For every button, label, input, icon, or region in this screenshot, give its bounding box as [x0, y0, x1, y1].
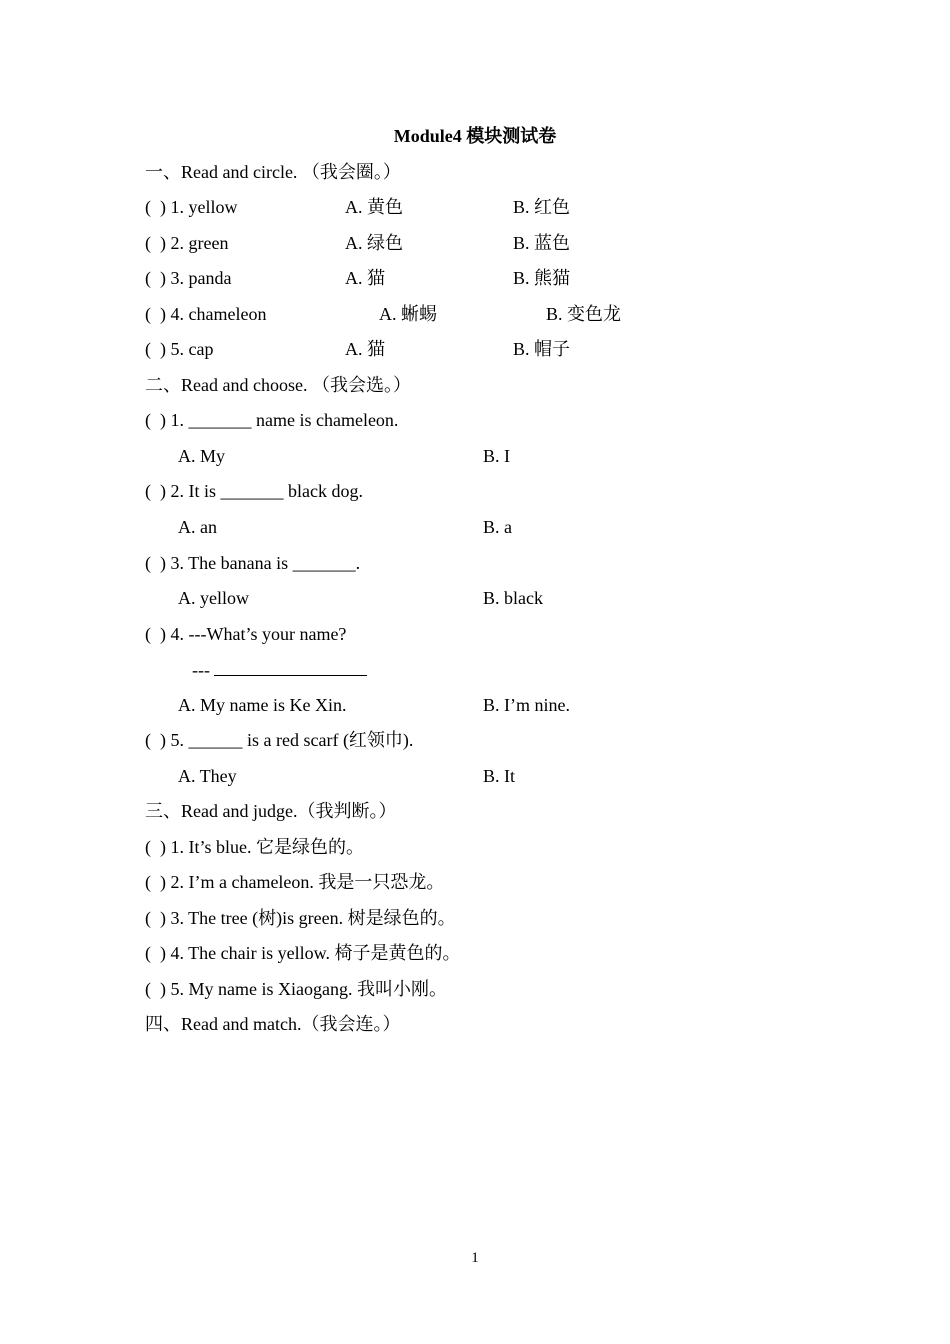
s3-q3: ( ) 3. The tree (树)is green. 树是绿色的。: [145, 908, 456, 928]
s2-q4-answer-blank: [214, 658, 367, 676]
page-title: Module4 模块测试卷: [393, 126, 557, 146]
s2-q3: ( ) 3. The banana is _______.: [145, 553, 361, 573]
s2-q1: ( ) 1. _______ name is chameleon.: [145, 410, 399, 430]
s1-q4-option-b: B. 变色龙: [546, 304, 622, 324]
s3-q5: ( ) 5. My name is Xiaogang. 我叫小刚。: [145, 979, 447, 999]
s3-q1: ( ) 1. It’s blue. 它是绿色的。: [145, 837, 364, 857]
s2-q1-option-b: B. I: [483, 446, 510, 466]
s2-q4: ( ) 4. ---What’s your name?: [145, 624, 347, 644]
s1-q1: ( ) 1. yellow: [145, 197, 238, 217]
s2-q1-option-a: A. My: [178, 446, 226, 466]
s2-q4-option-b: B. I’m nine.: [483, 695, 570, 715]
section4-heading: 四、Read and match.（我会连。）: [145, 1014, 401, 1034]
s2-q2-option-a: A. an: [178, 517, 217, 537]
section3-heading: 三、Read and judge.（我判断。）: [145, 801, 397, 821]
s2-q5-option-b: B. It: [483, 766, 516, 786]
s1-q4: ( ) 4. chameleon: [145, 304, 267, 324]
s3-q4: ( ) 4. The chair is yellow. 椅子是黄色的。: [145, 943, 461, 963]
s2-q5-option-a: A. They: [178, 766, 237, 786]
s1-q1-option-b: B. 红色: [513, 197, 571, 217]
s3-q2: ( ) 2. I’m a chameleon. 我是一只恐龙。: [145, 872, 445, 892]
s2-q4-answer-prefix: [192, 658, 367, 681]
s2-q5: ( ) 5. ______ is a red scarf (红领巾).: [145, 730, 414, 750]
s2-q3-option-a: A. yellow: [178, 588, 249, 608]
s2-q3-option-b: B. black: [483, 588, 543, 608]
s1-q2-option-b: B. 蓝色: [513, 233, 571, 253]
s2-q4-option-a: A. My name is Ke Xin.: [178, 695, 347, 715]
s1-q2: ( ) 2. green: [145, 233, 229, 253]
section2-heading: 二、Read and choose. （我会选。）: [145, 375, 411, 395]
s1-q3-option-a: A. 猫: [345, 268, 385, 288]
s2-q2-option-b: B. a: [483, 517, 512, 537]
s1-q4-option-a: A. 蜥蜴: [379, 304, 437, 324]
s1-q1-option-a: A. 黄色: [345, 197, 403, 217]
s1-q5: ( ) 5. cap: [145, 339, 214, 359]
s1-q3-option-b: B. 熊猫: [513, 268, 571, 288]
s1-q3: ( ) 3. panda: [145, 268, 232, 288]
s1-q5-option-b: B. 帽子: [513, 339, 571, 359]
section1-heading: 一、Read and circle. （我会圈。）: [145, 162, 401, 182]
page-number: 1: [471, 1250, 479, 1266]
s1-q5-option-a: A. 猫: [345, 339, 385, 359]
s2-q2: ( ) 2. It is _______ black dog.: [145, 481, 363, 501]
s2-q4-dashes: ---: [192, 660, 215, 680]
s1-q2-option-a: A. 绿色: [345, 233, 403, 253]
